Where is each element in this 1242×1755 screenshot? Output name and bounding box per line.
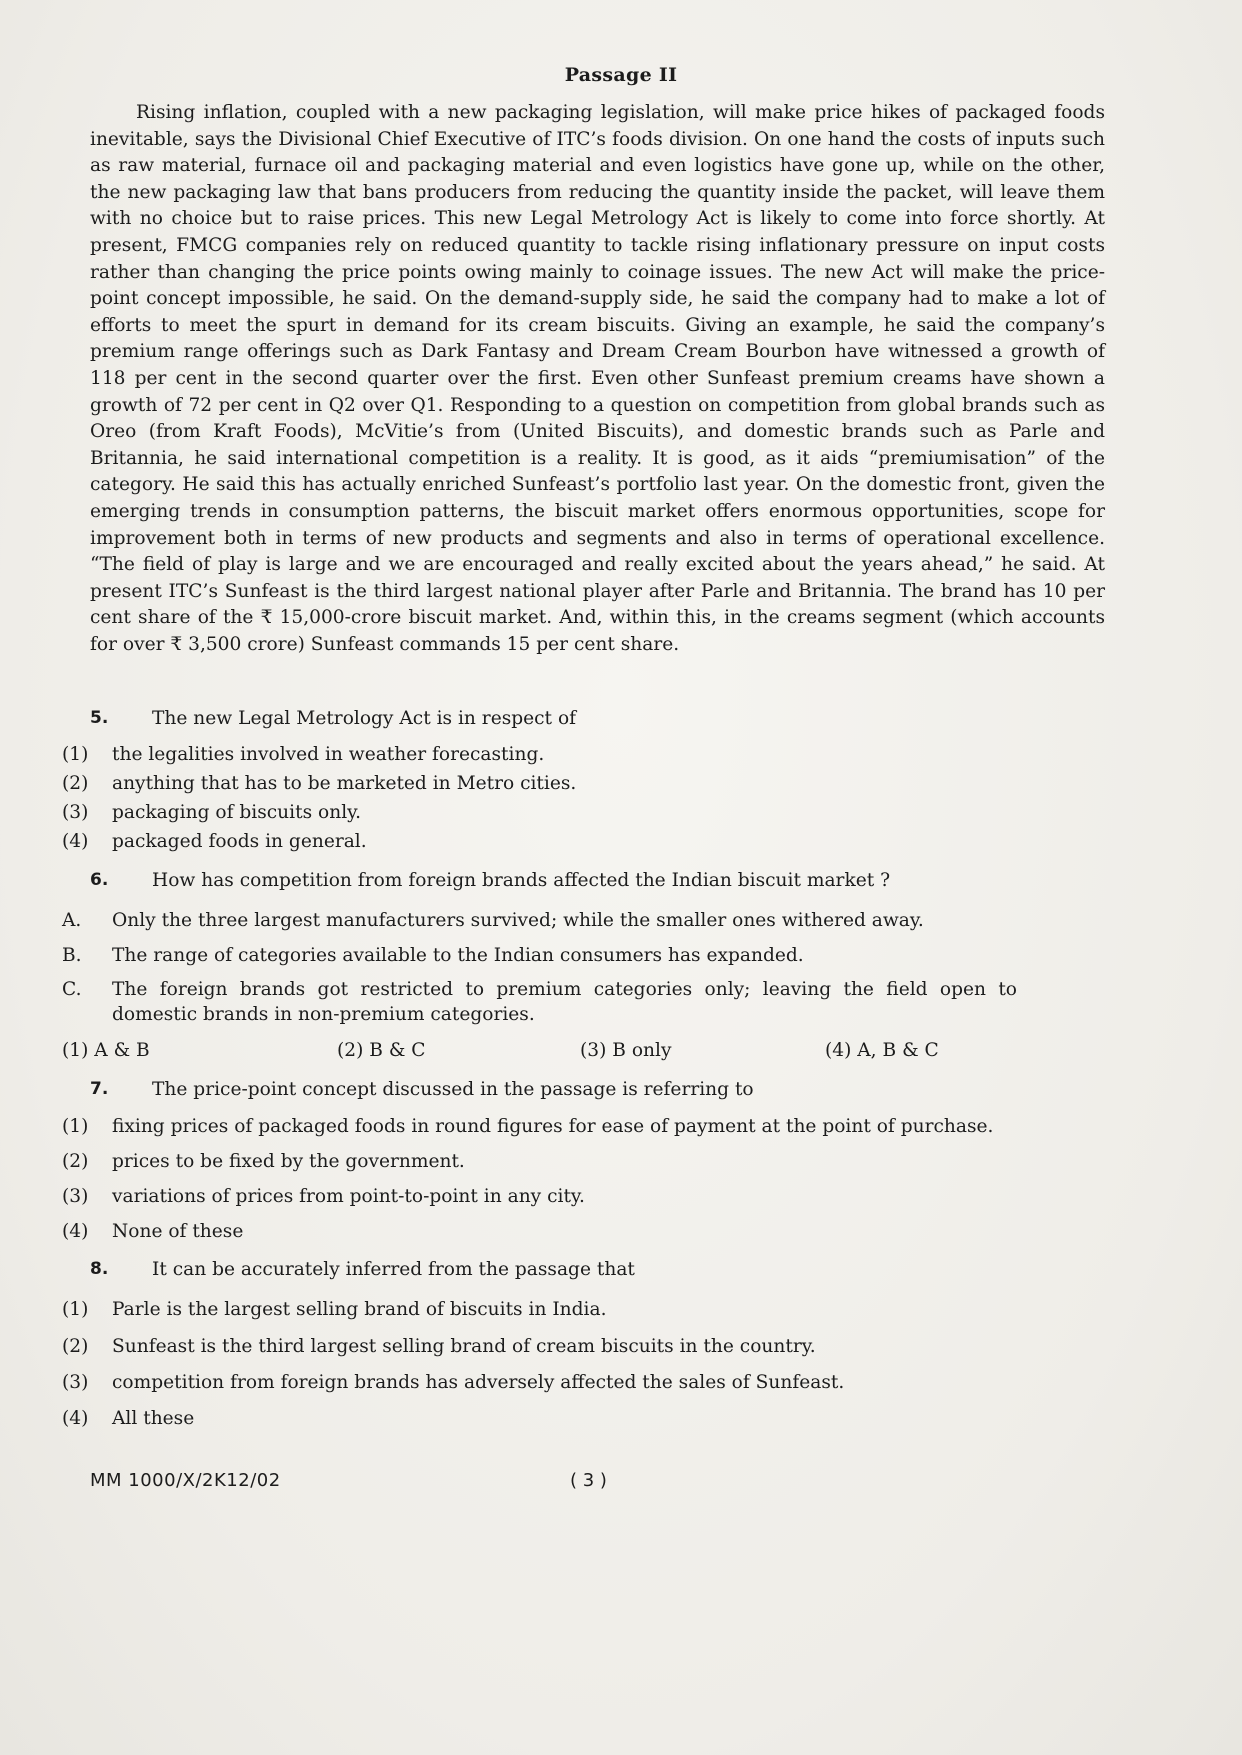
answer-choice: (2) B & C — [337, 1040, 426, 1061]
option-label: (1) — [62, 1299, 89, 1320]
question-text: The price-point concept discussed in the passage is referring to — [152, 1079, 754, 1100]
passage-title: Passage II — [564, 64, 678, 86]
option-text: Sunfeast is the third largest selling brand of cream biscuits in the country. — [112, 1336, 816, 1357]
option-text: anything that has to be marketed in Metro cities. — [112, 773, 577, 794]
option-text: packaging of biscuits only. — [112, 802, 362, 823]
paper-code: MM 1000/X/2K12/02 — [90, 1470, 281, 1491]
option-text: competition from foreign brands has adversely affected the sales of Sunfeast. — [112, 1372, 845, 1393]
option-text: All these — [112, 1408, 195, 1429]
question-text: How has competition from foreign brands affected the Indian biscuit market ? — [152, 870, 891, 891]
option-label: (4) — [62, 831, 89, 852]
passage-text: Rising inflation, coupled with a new packaging legislation, will make price hikes of packaged foods inevitable, says the Divisional Chief Executive of ITC’s foods division. On one hand the costs of inputs such as raw material, furnace oil and packaging material and even logistics have gone up, while on the other, the new packaging law that bans producers from reducing the quantity inside the packet, will leave them with no choice but to raise prices. This new Legal Metrology Act is likely to come into force shortly. At present, FMCG companies rely on reduced quantity to tackle rising inflationary pressure on input costs rather than changing the price points owing mainly to coinage issues. The new Act will make the price-point concept impossible, he said. On the demand-supply side, he said the company had to make a lot of efforts to meet the spurt in demand for its cream biscuits. Giving an example, he said the company’s premium range offerings such as Dark Fantasy and Dream Cream Bourbon have witnessed a growth of 118 per cent in the second quarter over the first. Even other Sunfeast premium creams have shown a growth of 72 per cent in Q2 over Q1. Responding to a question on competition from global brands such as Oreo (from Kraft Foods), McVitie’s from (United Biscuits), and domestic brands such as Parle and Britannia, he said international competition is a reality. It is good, as it aids “premiumisation” of the category. He said this has actually enriched Sunfeast’s portfolio last year. On the domestic front, given the emerging trends in consumption patterns, the biscuit market offers enormous opportunities, scope for improvement both in terms of new products and segments and also in terms of operational excellence. “The field of play is large and we are encouraged and really excited about the years ahead,” he said. At present ITC’s Sunfeast is the third largest national player after Parle and Britannia. The brand has 10 per cent share of the ₹ 15,000-crore biscuit market. And, within this, in the creams segment (which accounts for over ₹ 3,500 crore) Sunfeast commands 15 per cent share. — [90, 102, 1105, 655]
statement-label: A. — [62, 910, 82, 931]
option-label: (3) — [62, 802, 89, 823]
option-text: variations of prices from point-to-point in any city. — [112, 1186, 585, 1207]
statement-text: The range of categories available to the Indian consumers has expanded. — [112, 945, 804, 966]
option-text: None of these — [112, 1221, 244, 1242]
answer-choice: (4) A, B & C — [825, 1040, 939, 1061]
page-number: ( 3 ) — [570, 1470, 607, 1491]
question-text: It can be accurately inferred from the passage that — [152, 1259, 635, 1280]
option-text: prices to be fixed by the government. — [112, 1151, 465, 1172]
statement-label: B. — [62, 945, 82, 966]
question-number: 8. — [90, 1259, 109, 1279]
option-label: (3) — [62, 1186, 89, 1207]
question-number: 7. — [90, 1079, 109, 1099]
answer-choice: (1) A & B — [62, 1040, 150, 1061]
option-label: (1) — [62, 744, 89, 765]
statement-label: C. — [62, 979, 82, 1000]
option-text: packaged foods in general. — [112, 831, 367, 852]
answer-choice: (3) B only — [580, 1040, 672, 1061]
option-label: (3) — [62, 1372, 89, 1393]
option-text: the legalities involved in weather forecasting. — [112, 744, 545, 765]
option-text: fixing prices of packaged foods in round figures for ease of payment at the point of purchase. — [112, 1116, 994, 1137]
statement-text: The foreign brands got restricted to premium categories only; leaving the field open to domestic brands in non-premium categories. — [112, 979, 1017, 1025]
option-label: (2) — [62, 773, 89, 794]
statement-text: Only the three largest manufacturers survived; while the smaller ones withered away. — [112, 910, 924, 931]
option-text: Parle is the largest selling brand of biscuits in India. — [112, 1299, 607, 1320]
option-label: (2) — [62, 1151, 89, 1172]
question-number: 5. — [90, 708, 109, 728]
option-label: (4) — [62, 1221, 89, 1242]
option-label: (1) — [62, 1116, 89, 1137]
option-label: (4) — [62, 1408, 89, 1429]
question-text: The new Legal Metrology Act is in respect of — [152, 708, 577, 729]
question-number: 6. — [90, 870, 109, 890]
option-label: (2) — [62, 1336, 89, 1357]
